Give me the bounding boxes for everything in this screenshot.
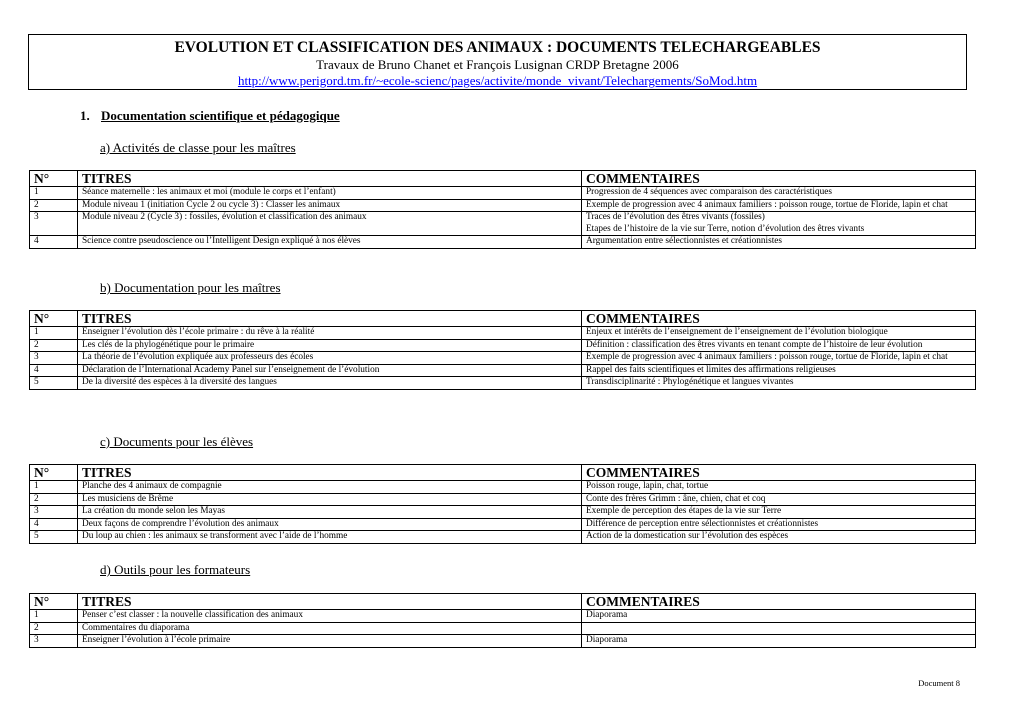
row-comment: Diaporama	[582, 610, 976, 623]
table-row	[30, 352, 976, 365]
row-comment: Exemple de progression avec 4 animaux familiers : poisson rouge, tortue de Floride, lapin et chat	[582, 199, 976, 212]
row-title: Science contre pseudoscience ou l’Intelligent Design expliqué à nos élèves	[78, 236, 582, 249]
row-title: Module niveau 1 (initiation Cycle 2 ou cycle 3) : Classer les animaux	[78, 199, 582, 212]
document-subtitle: Travaux de Bruno Chanet et François Lusignan CRDP Bretagne 2006	[316, 57, 679, 72]
table-row	[30, 364, 976, 377]
row-number: 5	[30, 377, 78, 390]
row-comment: Conte des frères Grimm : âne, chien, chat et coq	[582, 493, 976, 506]
row-comment: Transdisciplinarité : Phylogénétique et langues vivantes	[582, 377, 976, 390]
row-title: Les clés de la phylogénétique pour le primaire	[78, 339, 582, 352]
row-number: 2	[30, 493, 78, 506]
section-title: Documentation scientifique et pédagogique	[101, 108, 340, 123]
row-number: 3	[30, 212, 78, 236]
col-header-titles: TITRES	[78, 465, 582, 481]
row-title: Deux façons de comprendre l’évolution des animaux	[78, 518, 582, 531]
table-row	[30, 622, 976, 635]
table-row	[30, 236, 976, 249]
table-row	[30, 212, 976, 236]
subsection-heading-b: b) Documentation pour les maîtres	[100, 280, 281, 295]
row-comment: Traces de l’évolution des êtres vivants (fossiles) Etapes de l’histoire de la vie sur Terre, notion d’évolution des êtres vivants	[582, 212, 976, 236]
row-comment: Rappel des faits scientifiques et limites des affirmations religieuses	[582, 364, 976, 377]
table-row	[30, 199, 976, 212]
row-number: 2	[30, 199, 78, 212]
table-header-row	[30, 171, 976, 187]
table-outils	[29, 593, 976, 648]
table-row	[30, 610, 976, 623]
section-number: 1.	[80, 108, 90, 123]
row-number: 3	[30, 352, 78, 365]
row-title: Déclaration de l’International Academy Panel sur l’enseignement de l’évolution	[78, 364, 582, 377]
table-activites	[29, 170, 976, 249]
col-header-titles: TITRES	[78, 171, 582, 187]
document-header	[28, 34, 967, 90]
row-title: Enseigner l’évolution à l’école primaire	[78, 635, 582, 648]
col-header-comments: COMMENTAIRES	[582, 311, 976, 327]
col-header-num: N°	[30, 311, 78, 327]
section-heading	[80, 108, 340, 124]
table-row	[30, 187, 976, 200]
row-number: 4	[30, 364, 78, 377]
row-comment: Argumentation entre sélectionnistes et créationnistes	[582, 236, 976, 249]
row-comment: Action de la domestication sur l’évolution des espèces	[582, 531, 976, 544]
row-comment: Exemple de progression avec 4 animaux familiers : poisson rouge, tortue de Floride, lapin et chat	[582, 352, 976, 365]
row-number: 1	[30, 610, 78, 623]
table-row	[30, 506, 976, 519]
row-comment: Définition : classification des êtres vivants en tenant compte de l’histoire de leur évolution	[582, 339, 976, 352]
row-title: Commentaires du diaporama	[78, 622, 582, 635]
document-title: EVOLUTION ET CLASSIFICATION DES ANIMAUX : DOCUMENTS TELECHARGEABLES	[174, 39, 821, 56]
row-comment: Enjeux et intérêts de l’enseignement de l’enseignement de l’évolution biologique	[582, 327, 976, 340]
row-title: Module niveau 2 (Cycle 3) : fossiles, évolution et classification des animaux	[78, 212, 582, 236]
row-number: 4	[30, 518, 78, 531]
page-footer: Document 8	[918, 678, 960, 688]
row-title: Séance maternelle : les animaux et moi (module le corps et l’enfant)	[78, 187, 582, 200]
col-header-titles: TITRES	[78, 594, 582, 610]
row-comment: Progression de 4 séquences avec comparaison des caractéristiques	[582, 187, 976, 200]
col-header-titles: TITRES	[78, 311, 582, 327]
table-row	[30, 339, 976, 352]
table-row	[30, 377, 976, 390]
table-header-row	[30, 465, 976, 481]
row-number: 3	[30, 506, 78, 519]
table-header-row	[30, 311, 976, 327]
col-header-num: N°	[30, 465, 78, 481]
row-title: La théorie de l’évolution expliquée aux professeurs des écoles	[78, 352, 582, 365]
row-number: 3	[30, 635, 78, 648]
table-row	[30, 531, 976, 544]
row-number: 4	[30, 236, 78, 249]
row-number: 1	[30, 327, 78, 340]
row-number: 1	[30, 187, 78, 200]
table-eleves	[29, 464, 976, 544]
row-title: Les musiciens de Brême	[78, 493, 582, 506]
row-title: De la diversité des espèces à la diversité des langues	[78, 377, 582, 390]
row-number: 5	[30, 531, 78, 544]
col-header-num: N°	[30, 171, 78, 187]
row-title: La création du monde selon les Mayas	[78, 506, 582, 519]
table-documentation	[29, 310, 976, 390]
table-header-row	[30, 594, 976, 610]
col-header-num: N°	[30, 594, 78, 610]
row-title: Planche des 4 animaux de compagnie	[78, 481, 582, 494]
row-number: 2	[30, 622, 78, 635]
row-comment: Différence de perception entre sélectionnistes et créationnistes	[582, 518, 976, 531]
row-title: Du loup au chien : les animaux se transforment avec l’aide de l’homme	[78, 531, 582, 544]
subsection-heading-c: c) Documents pour les élèves	[100, 434, 254, 449]
row-comment: Diaporama	[582, 635, 976, 648]
table-row	[30, 493, 976, 506]
row-title: Penser c’est classer : la nouvelle classification des animaux	[78, 610, 582, 623]
row-comment	[582, 622, 976, 635]
table-row	[30, 327, 976, 340]
subsection-heading-d: d) Outils pour les formateurs	[100, 562, 251, 577]
table-row	[30, 481, 976, 494]
row-comment: Exemple de perception des étapes de la vie sur Terre	[582, 506, 976, 519]
col-header-comments: COMMENTAIRES	[582, 465, 976, 481]
row-number: 1	[30, 481, 78, 494]
row-number: 2	[30, 339, 78, 352]
table-row	[30, 635, 976, 648]
row-comment: Poisson rouge, lapin, chat, tortue	[582, 481, 976, 494]
col-header-comments: COMMENTAIRES	[582, 594, 976, 610]
source-link[interactable]: http://www.perigord.tm.fr/~ecole-scienc/pages/activite/monde_vivant/Telechargements/SoMod.htm	[237, 73, 758, 88]
subsection-heading-a: a) Activités de classe pour les maîtres	[100, 140, 296, 155]
col-header-comments: COMMENTAIRES	[582, 171, 976, 187]
row-title: Enseigner l’évolution dès l’école primaire : du rêve à la réalité	[78, 327, 582, 340]
table-row	[30, 518, 976, 531]
